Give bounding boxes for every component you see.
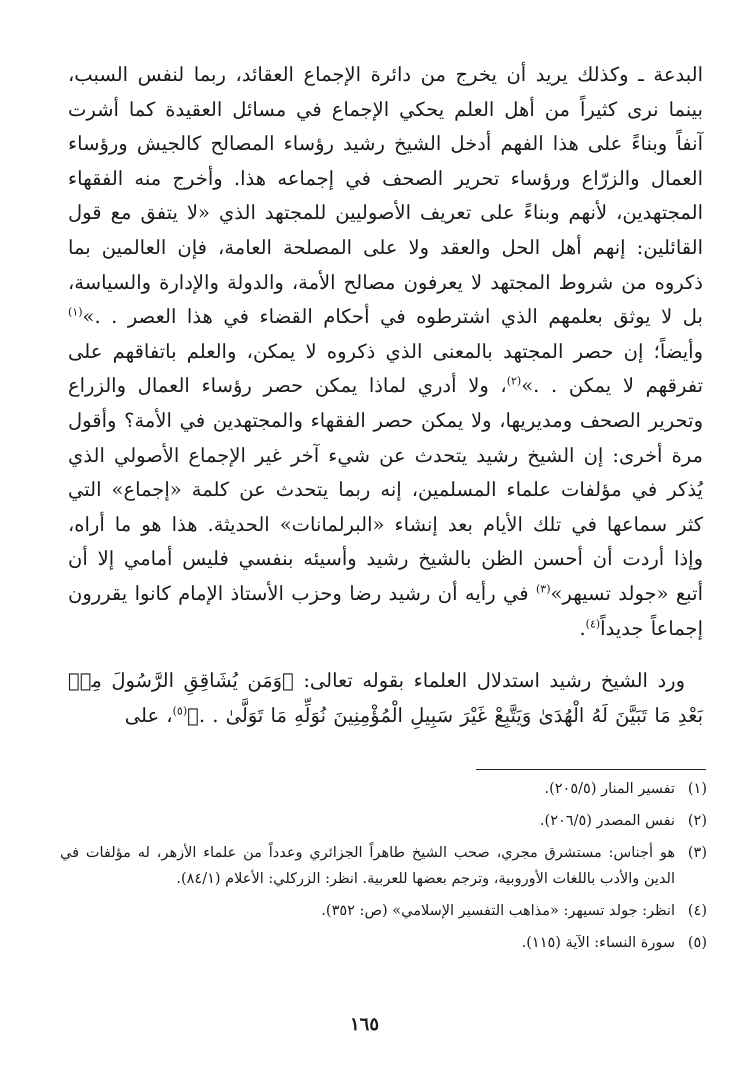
paragraph-2-intro: ورد الشيخ رشيد استدلال العلماء بقوله تعالى: <box>303 669 685 693</box>
footnote-2 <box>60 808 707 834</box>
footnote-1 <box>60 776 707 802</box>
footnote-3 <box>60 840 707 892</box>
footnote-separator <box>476 769 706 770</box>
footnote-ref-2: (٢) <box>506 374 522 388</box>
footnote-5 <box>60 930 707 956</box>
footnote-number: (٤) <box>687 903 707 919</box>
paragraph-2-tail: ، على <box>124 703 173 727</box>
footnote-number: (٥) <box>687 935 707 951</box>
footnote-text: انظر: جولد تسيهر: «مذاهب التفسير الإسلامي» (ص: ٣٥٢). <box>321 903 675 919</box>
footnote-number: (٢) <box>687 813 707 829</box>
footnote-ref-1: (١) <box>68 305 83 319</box>
footnote-number: (٣) <box>687 845 707 861</box>
footnote-text: هو أجناس: مستشرق مجري، صحب الشيخ طاهراً الجزائري وعدداً من علماء الأزهر، له مؤلفات في الدين والأدب باللغات الأوروبية، وترجم بعضها للعربية. انظر: الزركلي: الأعلام (٨٤/١). <box>60 845 675 887</box>
paragraph-1-part-c: ، ولا أدري لماذا يمكن حصر رؤساء العمال والزراع وتحرير الصحف ومديريها، ولا يمكن حصر الفقهاء والمجتهدين في الأمة؟ وأقول مرة أخرى: إن الشيخ رشيد يتحدث عن شيء آخر غير الإجماع الأصولي الذي يُذكر في مؤلفات علماء المسلمين، إنه ربما يتحدث عن كلمة «إجماع» التي كثر سماعها في تلك الأيام بعد إنشاء «البرلمانات» الحديثة. هذا هو ما أراه، وإذا أردت أن أحسن الظن بالشيخ رشيد وأسيئه بنفسي فليس أمامي إلا أن أتبع «جولد تسيهر» <box>68 374 703 605</box>
paragraph-1-part-b: وأيضاً؛ إن حصر المجتهد بالمعنى الذي ذكروه لا يمكن، والعلم باتفاقهم على تفرقهم لا يمكن . .» <box>68 339 703 398</box>
footnote-ref-5: (٥) <box>172 704 188 718</box>
footnote-4 <box>60 898 707 924</box>
paragraph-1-part-a: البدعة ـ وكذلك يريد أن يخرج من دائرة الإجماع العقائد، ربما لنفس السبب، بينما نرى كثيراً من أهل العلم يحكي الإجماع في مسائل العقيدة كما أشرت آنفاً وبناءً على هذا الفهم أدخل الشيخ رشيد رؤساء المصالح كالجيش ورؤساء العمال والزرّاع ورؤساء تحرير الصحف في إجماعه هذا. وأخرج منه الفقهاء المجتهدين، لأنهم وبناءً على تعريف الأصوليين للمجتهد الذي «لا يتفق مع قول القائلين: إنهم أهل الحل والعقد ولا على المصلحة العامة، فإن العالمين بما ذكروه من شروط المجتهد لا يعرفون مصالح الأمة، والدولة والإدارة والسياسة، بل لا يوثق بعلمهم الذي اشترطوه في أحكام القضاء في هذا العصر . .» <box>68 63 703 329</box>
paragraph-1: البدعة ـ وكذلك يريد أن يخرج من دائرة الإجماع العقائد، ربما لنفس السبب، بينما نرى كثيراً من أهل العلم يحكي الإجماع في مسائل العقيدة كما أشرت آنفاً وبناءً على هذا الفهم أدخل الشيخ رشيد رؤساء المصالح كالجيش ورؤساء العمال والزرّاع ورؤساء تحرير الصحف في إجماعه هذا. وأخرج منه الفقهاء المجتهدين، لأنهم وبناءً على تعريف الأصوليين للمجتهد الذي «لا يتفق مع قول القائلين: إنهم أهل الحل والعقد ولا على المصلحة العامة، فإن العالمين بما ذكروه من شروط المجتهد لا يعرفون مصالح الأمة، والدولة والإدارة والسياسة، بل لا يوثق بعلمهم الذي اشترطوه في أحكام القضاء في هذا العصر . .»$^{(١)}$ وأيضاً؛ إن حصر المجتهد بالمعنى الذي ذكروه لا يمكن، والعلم باتفاقهم على تفرقهم لا يمكن . .»$^{(٢)}$، ولا أدري لماذا يمكن حصر رؤساء العمال والزراع وتحرير الصحف ومديريها، ولا يمكن حصر الفقهاء والمجتهدين في الأمة؟ وأقول مرة أخرى: إن الشيخ رشيد يتحدث عن شيء آخر غير الإجماع الأصولي الذي يُذكر في مؤلفات علماء المسلمين، إنه ربما يتحدث عن كلمة «إجماع» التي كثر سماعها في تلك الأيام بعد إنشاء «البرلمانات» الحديثة. هذا هو ما أراه، وإذا أردت أن أحسن الظن بالشيخ رشيد وأسيئه بنفسي فليس أمامي إلا أن أتبع «جولد تسيهر»$^{(٣)}$ في رأيه أن رشيد رضا وحزب الأستاذ الإمام كانوا يقررون إجماعاً جديداً$^{(٤)}$. <box>68 63 703 640</box>
footnote-text: تفسير المنار (٢٠٥/٥). <box>544 781 675 797</box>
paragraph-1-part-d: في رأيه أن رشيد رضا وحزب الأستاذ الإمام كانوا يقررون إجماعاً جديداً <box>68 581 703 640</box>
quran-verse: ﴿وَمَن يُشَاقِقِ الرَّسُولَ مِنۢ بَعْدِ مَا تَبَيَّنَ لَهُ الْهُدَىٰ وَيَتَّبِعْ غَيْرَ سَبِيلِ الْمُؤْمِنِينَ نُوَلِّهِ مَا تَوَلَّىٰ . .﴾ <box>68 669 703 727</box>
footnote-text: نفس المصدر (٢٠٦/٥). <box>539 813 675 829</box>
page-number: ١٦٥ <box>349 1014 379 1035</box>
footnote-text: سورة النساء: الآية (١١٥). <box>521 935 675 951</box>
footnotes <box>60 776 707 962</box>
footnote-ref-4: (٤) <box>585 617 601 630</box>
footnote-ref-3: (٣) <box>535 582 551 596</box>
paragraph-2 <box>68 664 703 733</box>
main-text <box>68 58 703 733</box>
footnote-number: (١) <box>687 781 707 797</box>
